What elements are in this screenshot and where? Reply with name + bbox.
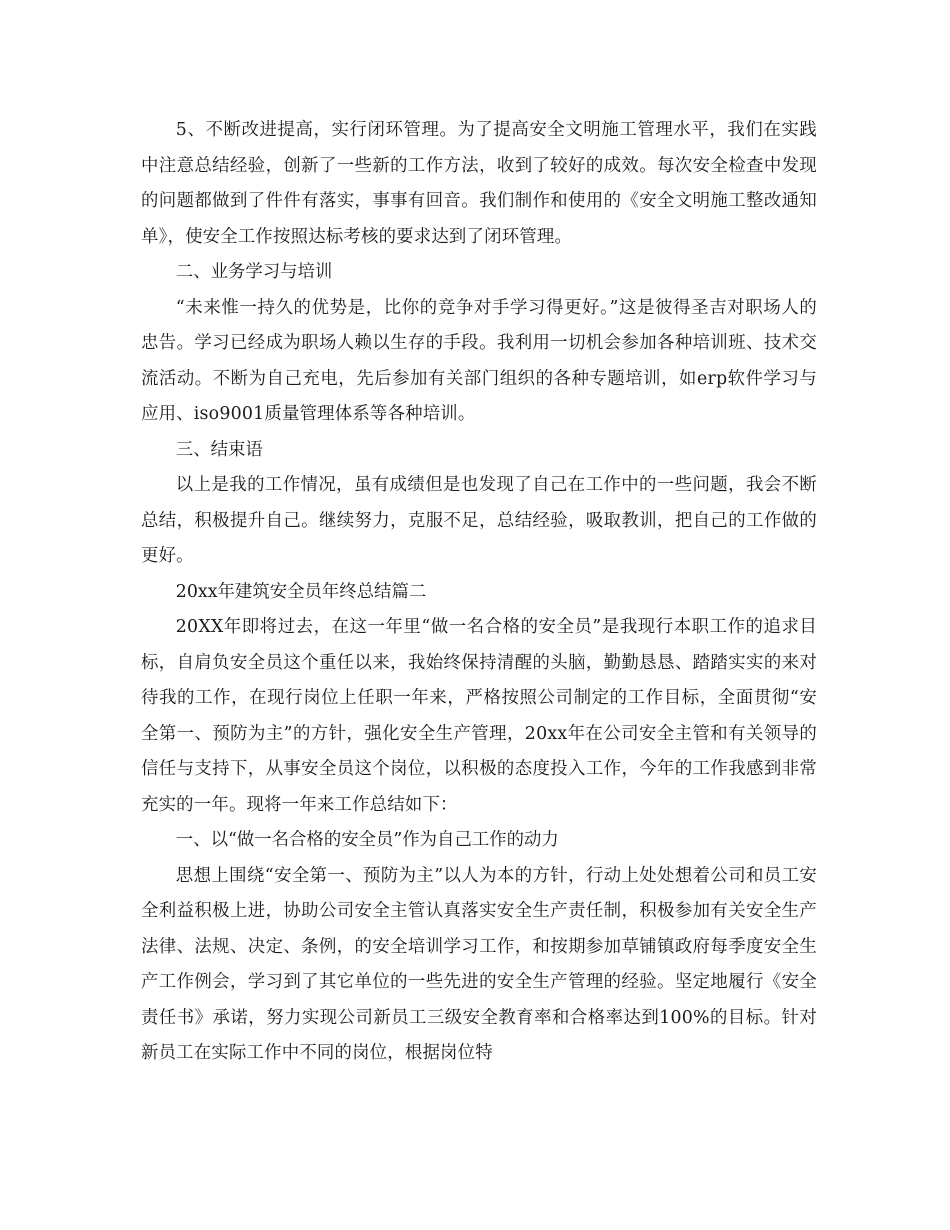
document-body	[141, 113, 817, 1072]
paragraph-study-training: “未来惟一持久的优势是，比你的竞争对手学习得更好。”这是彼得圣吉对职场人的忠告。学习已经成为职场人赖以生存的手段。我利用一切机会参加各种培训班、技术交流活动。不断为自己充电，先后参加有关部门组织的各种专题培训，如erp软件学习与应用、iso9001质量管理体系等各种培训。	[141, 297, 817, 424]
paragraph-closed-loop-management: 5、不断改进提高，实行闭环管理。为了提高安全文明施工管理水平，我们在实践中注意总结经验，创新了一些新的工作方法，收到了较好的成效。每次安全检查中发现的问题都做到了件件有落实，事事有回音。我们制作和使用的《安全文明施工整改通知单》，使安全工作按照达标考核的要求达到了闭环管理。	[141, 120, 817, 247]
section-heading-study-training: 二、业务学习与培训	[175, 262, 333, 282]
section-heading-conclusion: 三、结束语	[175, 439, 263, 460]
paragraph-introduction: 20XX年即将过去，在这一年里“做一名合格的安全员”是我现行本职工作的追求目标，自肩负安全员这个重任以来，我始终保持清醒的头脑，勤勤恳恳、踏踏实实的来对待我的工作，在现行岗位上任职一年来，严格按照公司制定的工作目标，全面贯彻“安全第一、预防为主”的方针，强化安全生产管理，20xx年在公司安全主管和有关领导的信任与支持下，从事安全员这个岗位，以积极的态度投入工作，今年的工作我感到非常充实的一年。现将一年来工作总结如下：	[141, 617, 817, 815]
section-heading-motivation: 一、以“做一名合格的安全员”作为自己工作的动力	[175, 830, 559, 850]
paragraph-safety-thinking: 思想上围绕“安全第一、预防为主”以人为本的方针，行动上处处想着公司和员工安全利益积极上进，协助公司安全主管认真落实安全生产责任制，积极参加有关安全生产法律、法规、决定、条例，的安全培训学习工作，和按期参加草铺镇政府每季度安全生产工作例会，学习到了其它单位的一些先进的安全生产管理的经验。坚定地履行《安全责任书》承诺，努力实现公司新员工三级安全教育率和合格率达到100%的目标。针对新员工在实际工作中不同的岗位，根据岗位特	[141, 865, 817, 1063]
article-title-part-two: 20xx年建筑安全员年终总结篇二	[175, 581, 427, 602]
paragraph-conclusion: 以上是我的工作情况，虽有成绩但是也发现了自己在工作中的一些问题，我会不断总结，积极提升自己。继续努力，克服不足，总结经验，吸取教训，把自己的工作做的更好。	[141, 475, 817, 566]
